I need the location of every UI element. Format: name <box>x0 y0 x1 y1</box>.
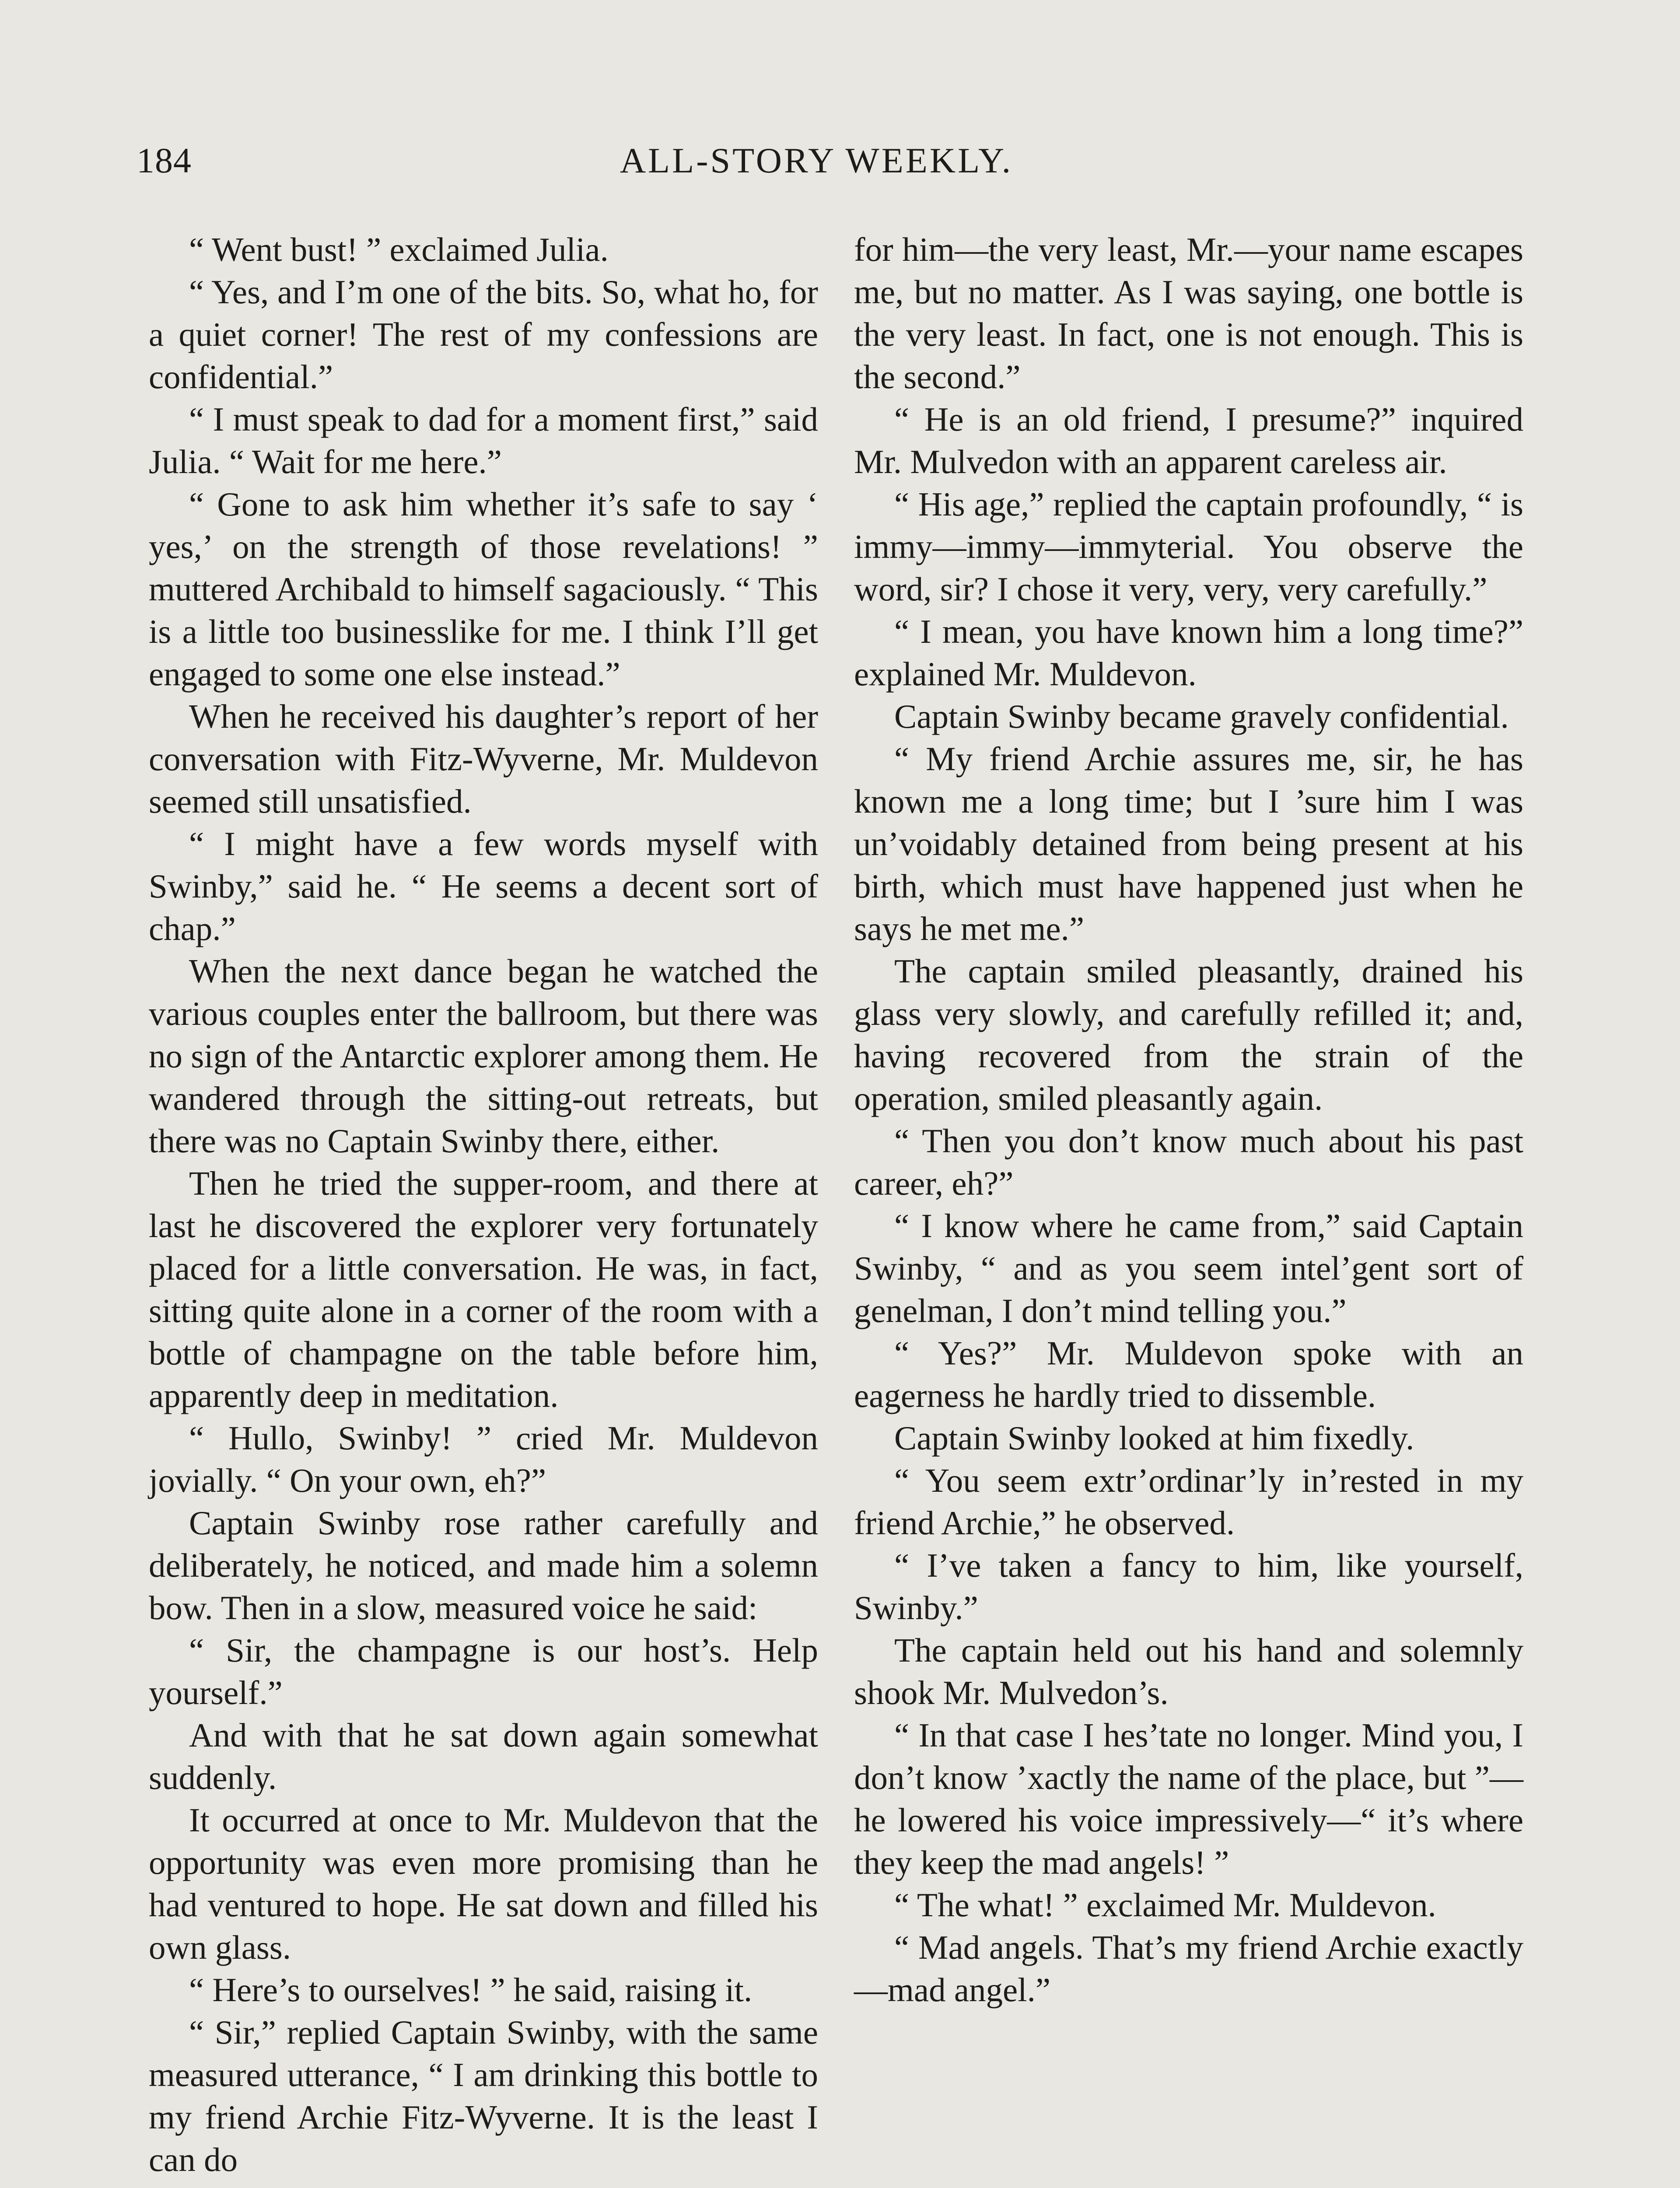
paragraph: And with that he sat down again somewhat suddenly. <box>149 1716 818 1796</box>
paragraph: “ He is an old friend, I presume?” inquired Mr. Mulvedon with an apparent careless air. <box>854 400 1523 480</box>
paragraph: “ I must speak to dad for a moment first,” said Julia. “ Wait for me here.” <box>149 400 818 480</box>
paragraph: “ Sir,” replied Captain Swinby, with the same measured utterance, “ I am drinking this bottle to my friend Archie Fitz-Wyverne. It is the least I can do <box>149 2013 818 2178</box>
paragraph-continued: for him—the very least, Mr.—your name escapes me, but no matter. As I was saying, one bottle is the very least. In fact, one is not enough. This is the second.” <box>854 231 1523 396</box>
paragraph: “ I might have a few words myself with Swinby,” said he. “ He seems a decent sort of chap.” <box>149 825 818 947</box>
paragraph: It occurred at once to Mr. Muldevon that the opportunity was even more promising than he had ventured to hope. He sat down and filled his own glass. <box>149 1801 818 1966</box>
right-column <box>854 228 1523 2011</box>
paragraph: “ Sir, the champagne is our host’s. Help yourself.” <box>149 1631 818 1711</box>
paragraph: “ I’ve taken a fancy to him, like yourself, Swinby.” <box>854 1546 1523 1627</box>
paragraph: “ His age,” replied the captain profoundly, “ is immy—immy—immyterial. You observe the word, sir? I chose it very, very, very carefully.” <box>854 485 1523 608</box>
paragraph: “ Went bust! ” exclaimed Julia. <box>189 231 609 268</box>
paragraph: “ Here’s to ourselves! ” he said, raising it. <box>189 1971 752 2009</box>
left-column <box>149 228 818 2181</box>
paragraph: “ In that case I hes’tate no longer. Mind you, I don’t know ’xactly the name of the place, but ”—he lowered his voice impressively—“ it’s where they keep the mad angels! ” <box>854 1716 1523 1881</box>
paragraph: The captain smiled pleasantly, drained his glass very slowly, and carefully refilled it; and, having recovered from the strain of the operation, smiled pleasantly again. <box>854 952 1523 1117</box>
paragraph: “ Yes, and I’m one of the bits. So, what ho, for a quiet corner! The rest of my confessions are confidential.” <box>149 273 818 396</box>
paragraph: Then he tried the supper-room, and there at last he discovered the explorer very fortunately placed for a little conversation. He was, in fact, sitting quite alone in a corner of the room with a bottle of champagne on the table before him, apparently deep in meditation. <box>149 1164 818 1414</box>
paragraph: The captain held out his hand and solemnly shook Mr. Mulvedon’s. <box>854 1631 1523 1711</box>
paragraph: Captain Swinby rose rather carefully and deliberately, he noticed, and made him a solemn bow. Then in a slow, measured voice he said: <box>149 1504 818 1627</box>
paragraph: Captain Swinby looked at him fixedly. <box>894 1419 1414 1457</box>
page-header <box>136 140 1496 197</box>
paragraph: “ I mean, you have known him a long time?” explained Mr. Muldevon. <box>854 613 1523 693</box>
paragraph: “ The what! ” exclaimed Mr. Muldevon. <box>894 1886 1436 1924</box>
paragraph: “ My friend Archie assures me, sir, he has known me a long time; but I ’sure him I was un’voidably detained from being present at his birth, which must have happened just when he says he met me.” <box>854 740 1523 947</box>
paragraph: When the next dance began he watched the various couples enter the ballroom, but there was no sign of the Antarctic explorer among them. He wandered through the sitting-out retreats, but there was no Captain Swinby there, either. <box>149 952 818 1160</box>
paragraph: “ Mad angels. That’s my friend Archie exactly—mad angel.” <box>854 1929 1523 2009</box>
paragraph: “ Gone to ask him whether it’s safe to say ‘ yes,’ on the strength of those revelations! ” muttered Archibald to himself sagaciously. “ This is a little too businesslike for me. I think I’ll get engaged to some one else instead.” <box>149 485 818 693</box>
paragraph: “ I know where he came from,” said Captain Swinby, “ and as you seem intel’gent sort of genelman, I don’t mind telling you.” <box>854 1207 1523 1329</box>
paragraph: “ You seem extr’ordinar’ly in’rested in my friend Archie,” he observed. <box>854 1462 1523 1542</box>
paragraph: When he received his daughter’s report of her conversation with Fitz-Wyverne, Mr. Muldevon seemed still unsatisfied. <box>149 698 818 820</box>
paragraph: Captain Swinby became gravely confidential. <box>894 698 1509 735</box>
paragraph: “ Then you don’t know much about his past career, eh?” <box>854 1122 1523 1202</box>
page-number: 184 <box>136 140 192 180</box>
paragraph: “ Yes?” Mr. Muldevon spoke with an eagerness he hardly tried to dissemble. <box>854 1334 1523 1414</box>
running-head: ALL-STORY WEEKLY. <box>620 140 1013 180</box>
paragraph: “ Hullo, Swinby! ” cried Mr. Muldevon jovially. “ On your own, eh?” <box>149 1419 818 1499</box>
